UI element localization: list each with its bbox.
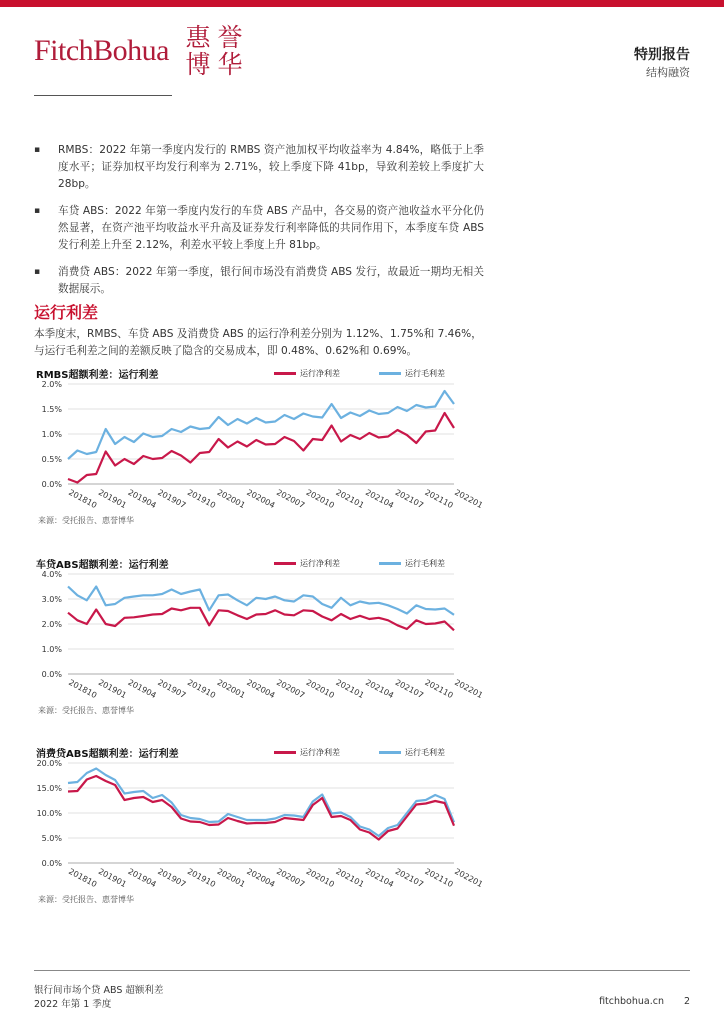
series-line bbox=[68, 391, 454, 459]
y-tick-label: 3.0% bbox=[41, 595, 62, 604]
y-tick-label: 0.5% bbox=[41, 455, 62, 464]
x-tick-label: 202001 bbox=[215, 487, 247, 511]
x-tick-label: 202007 bbox=[274, 677, 307, 701]
footer-report-title: 银行间市场个贷 ABS 超额利差 bbox=[34, 985, 164, 996]
x-tick-label: 201907 bbox=[156, 866, 188, 890]
y-tick-label: 0.0% bbox=[41, 480, 62, 489]
y-tick-label: 5.0% bbox=[41, 834, 62, 843]
chart-title: 车贷ABS超额利差：运行利差 bbox=[36, 560, 169, 571]
x-tick-label: 202110 bbox=[423, 487, 455, 511]
x-tick-label: 202010 bbox=[304, 677, 336, 701]
chart-plot bbox=[34, 366, 485, 516]
x-tick-label: 202010 bbox=[304, 866, 336, 890]
x-tick-label: 201910 bbox=[185, 677, 218, 701]
seal-char: 惠 bbox=[185, 23, 211, 52]
x-tick-label: 202101 bbox=[334, 487, 366, 511]
report-type: 特别报告 bbox=[634, 47, 690, 63]
x-tick-label: 201907 bbox=[156, 487, 188, 511]
x-tick-label: 201810 bbox=[67, 487, 99, 511]
x-tick-label: 201901 bbox=[96, 487, 128, 511]
legend-label: 运行净利差 bbox=[300, 558, 340, 568]
bullet-list bbox=[34, 142, 484, 308]
x-tick-label: 201904 bbox=[126, 866, 158, 890]
x-tick-label: 202107 bbox=[393, 866, 425, 890]
y-tick-label: 0.0% bbox=[41, 670, 62, 679]
x-tick-label: 201904 bbox=[126, 677, 158, 701]
x-tick-label: 201810 bbox=[67, 677, 99, 701]
chart-source: 来源：受托报告、惠誉博华 bbox=[38, 516, 134, 525]
chart-title: RMBS超额利差：运行利差 bbox=[36, 370, 159, 381]
x-tick-label: 202007 bbox=[274, 866, 307, 890]
x-tick-label: 202104 bbox=[363, 677, 396, 701]
series-line bbox=[68, 413, 454, 483]
footer-report-period: 2022 年第 1 季度 bbox=[34, 999, 112, 1010]
x-tick-label: 202007 bbox=[274, 487, 307, 511]
fitchbohua-logo: FitchBohua bbox=[34, 34, 169, 67]
x-tick-label: 202101 bbox=[334, 677, 366, 701]
chart-title: 消费贷ABS超额利差：运行利差 bbox=[36, 749, 179, 760]
footer-website: fitchbohua.cn bbox=[599, 996, 664, 1007]
legend-label: 运行毛利差 bbox=[405, 558, 445, 568]
legend-label: 运行毛利差 bbox=[405, 368, 445, 378]
y-tick-label: 2.0% bbox=[41, 380, 62, 389]
series-line bbox=[68, 776, 454, 840]
x-tick-label: 202101 bbox=[334, 866, 366, 890]
x-tick-label: 201910 bbox=[185, 866, 218, 890]
x-tick-label: 202004 bbox=[245, 866, 277, 890]
series-line bbox=[68, 608, 454, 631]
top-accent-bar bbox=[0, 0, 724, 7]
y-tick-label: 15.0% bbox=[36, 784, 62, 793]
y-tick-label: 1.5% bbox=[41, 405, 62, 414]
x-tick-label: 202201 bbox=[453, 487, 485, 511]
y-tick-label: 1.0% bbox=[41, 645, 62, 654]
legend-label: 运行净利差 bbox=[300, 747, 340, 757]
footer-divider bbox=[34, 970, 690, 971]
x-tick-label: 202104 bbox=[363, 487, 396, 511]
series-line bbox=[68, 587, 454, 615]
y-tick-label: 0.0% bbox=[41, 859, 62, 868]
x-tick-label: 202010 bbox=[304, 487, 336, 511]
x-tick-label: 202110 bbox=[423, 866, 455, 890]
x-tick-label: 202004 bbox=[245, 487, 277, 511]
x-tick-label: 201907 bbox=[156, 677, 188, 701]
seal-logo bbox=[183, 24, 247, 82]
x-tick-label: 202001 bbox=[215, 677, 247, 701]
legend-label: 运行毛利差 bbox=[405, 747, 445, 757]
x-tick-label: 201910 bbox=[185, 487, 218, 511]
x-tick-label: 201810 bbox=[67, 866, 99, 890]
bullet-item: ▪ 车贷 ABS：2022 年第一季度内发行的车贷 ABS 产品中，各交易的资产池收益水平分化仍然显著，在资产池平均收益水平升高及证券发行利率降低的共同作用下，本季度车贷 ABS 发行利差上升至 2.12%，利差水平较上季度上升 81bp。 bbox=[34, 203, 484, 254]
x-tick-label: 202104 bbox=[363, 866, 396, 890]
x-tick-label: 201901 bbox=[96, 677, 128, 701]
y-tick-label: 1.0% bbox=[41, 430, 62, 439]
bullet-item: ▪ RMBS：2022 年第一季度内发行的 RMBS 资产池加权平均收益率为 4.84%，略低于上季度水平；证券加权平均发行利率为 2.71%，较上季度下降 41bp，导致利差较上季度扩大 28bp。 bbox=[34, 142, 484, 193]
x-tick-label: 201901 bbox=[96, 866, 128, 890]
x-tick-label: 202004 bbox=[245, 677, 277, 701]
y-tick-label: 10.0% bbox=[36, 809, 62, 818]
x-tick-label: 202201 bbox=[453, 866, 485, 890]
logo-divider bbox=[34, 95, 172, 96]
y-tick-label: 20.0% bbox=[36, 759, 62, 768]
chart-plot bbox=[34, 556, 485, 706]
x-tick-label: 202107 bbox=[393, 677, 425, 701]
x-tick-label: 202110 bbox=[423, 677, 455, 701]
section-paragraph: 本季度末，RMBS、车贷 ABS 及消费贷 ABS 的运行净利差分别为 1.12%、1.75%和 7.46%，与运行毛利差之间的差额反映了隐含的交易成本，即 0.48%、0.62%和 0.69%。 bbox=[34, 328, 482, 357]
x-tick-label: 202107 bbox=[393, 487, 425, 511]
x-tick-label: 201904 bbox=[126, 487, 158, 511]
chart-source: 来源：受托报告、惠誉博华 bbox=[38, 706, 134, 715]
x-tick-label: 202201 bbox=[453, 677, 485, 701]
chart-source: 来源：受托报告、惠誉博华 bbox=[38, 895, 134, 904]
legend-label: 运行净利差 bbox=[300, 368, 340, 378]
chart-plot bbox=[34, 745, 485, 895]
seal-char: 誉 bbox=[217, 23, 243, 52]
series-line bbox=[68, 769, 454, 837]
report-category: 结构融资 bbox=[646, 66, 690, 79]
page-number: 2 bbox=[683, 996, 690, 1007]
bullet-item: ▪ 消费贷 ABS：2022 年第一季度，银行间市场没有消费贷 ABS 发行，故最近一期均无相关数据展示。 bbox=[34, 264, 484, 298]
x-tick-label: 202001 bbox=[215, 866, 247, 890]
seal-char: 博 bbox=[185, 50, 211, 79]
y-tick-label: 2.0% bbox=[41, 620, 62, 629]
y-tick-label: 4.0% bbox=[41, 570, 62, 579]
section-title: 运行利差 bbox=[34, 303, 99, 322]
seal-char: 华 bbox=[217, 50, 243, 79]
